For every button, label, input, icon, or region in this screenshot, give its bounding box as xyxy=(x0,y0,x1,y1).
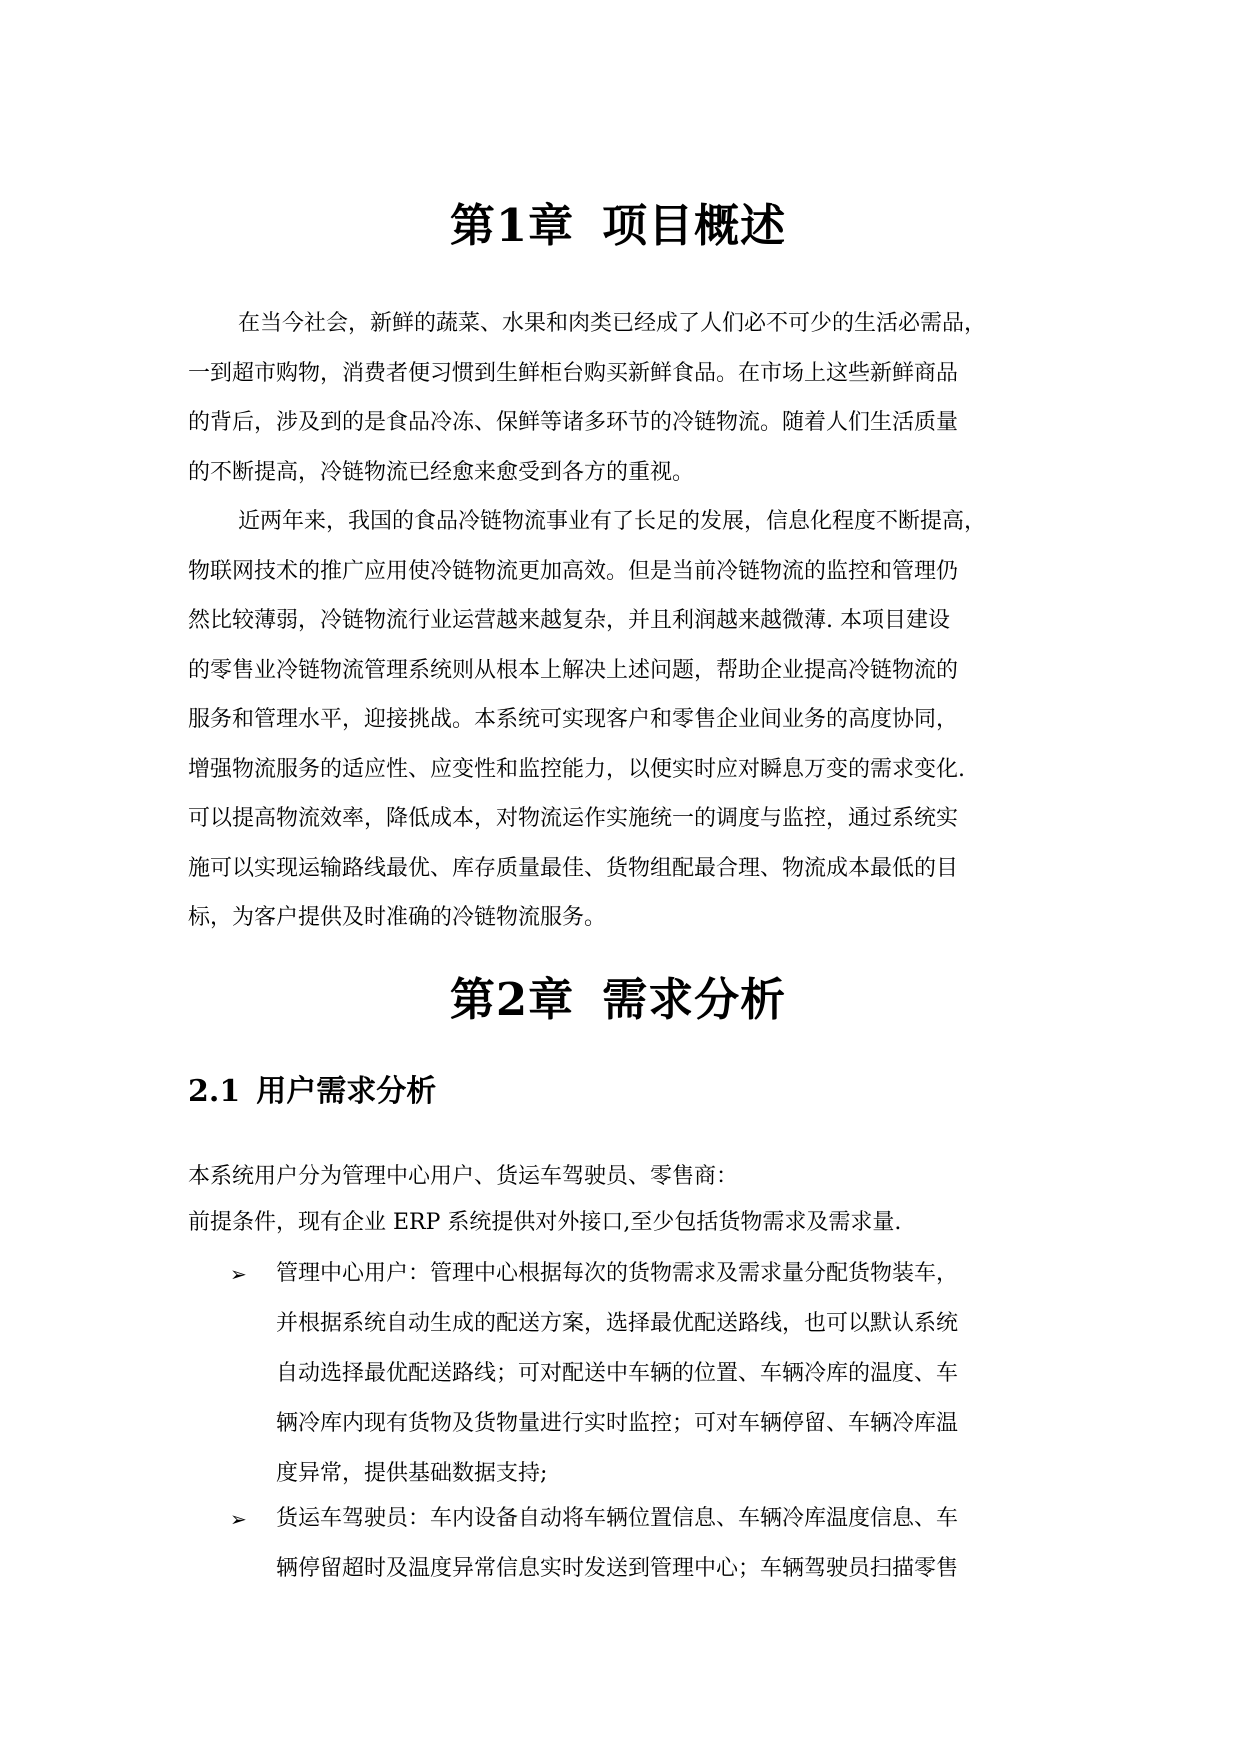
paragraph-line: 物联网技术的推广应用使冷链物流更加高效。但是当前冷链物流的监控和管理仍 xyxy=(188,558,959,584)
bullet-line: 管理中心用户：管理中心根据每次的货物需求及需求量分配货物装车， xyxy=(276,1261,959,1286)
chapter-1-label: 第1章 xyxy=(449,199,575,252)
bullet-line: 辆停留超时及温度异常信息实时发送到管理中心；车辆驾驶员扫描零售 xyxy=(276,1556,959,1581)
bullet-line: 货运车驾驶员：车内设备自动将车辆位置信息、车辆冷库温度信息、车 xyxy=(276,1506,959,1531)
arrow-bullet-icon: ➢ xyxy=(230,1262,247,1286)
section-intro: 本系统用户分为管理中心用户、货运车驾驶员、零售商： xyxy=(188,1164,739,1189)
bullet-item-management-center xyxy=(230,1249,1050,1499)
paragraph-line: 服务和管理水平，迎接挑战。本系统可实现客户和零售企业间业务的高度协同， xyxy=(188,707,959,732)
chapter-2-title: 需求分析 xyxy=(602,973,787,1026)
arrow-bullet-icon: ➢ xyxy=(230,1507,247,1531)
paragraph-line: 施可以实现运输路线最优、库存质量最佳、货物组配最合理、物流成本最低的目 xyxy=(188,855,959,881)
section-number: 2.1 xyxy=(188,1074,241,1109)
chapter-2-label: 第2章 xyxy=(449,973,575,1026)
chapter-1-heading xyxy=(188,196,1048,256)
paragraph-line: 然比较薄弱，冷链物流行业运营越来越复杂，并且利润越来越微薄. 本项目建设 xyxy=(188,608,950,633)
paragraph-line: 增强物流服务的适应性、应变性和监控能力，以便实时应对瞬息万变的需求变化. xyxy=(188,756,965,782)
chapter-1-title: 项目概述 xyxy=(602,199,787,252)
bullet-line: 自动选择最优配送路线；可对配送中车辆的位置、车辆冷库的温度、车 xyxy=(276,1361,959,1386)
paragraph-line: 的零售业冷链物流管理系统则从根本上解决上述问题，帮助企业提高冷链物流的 xyxy=(188,657,959,683)
bullet-line: 并根据系统自动生成的配送方案，选择最优配送路线，也可以默认系统 xyxy=(276,1311,959,1336)
chapter-1-paragraph-2 xyxy=(188,497,1048,943)
paragraph-line: 可以提高物流效率，降低成本，对物流运作实施统一的调度与监控，通过系统实 xyxy=(188,806,959,831)
section-title: 用户需求分析 xyxy=(256,1074,437,1109)
bullet-line: 辆冷库内现有货物及货物量进行实时监控；可对车辆停留、车辆冷库温 xyxy=(276,1411,959,1436)
paragraph-line: 的背后，涉及到的是食品冷冻、保鲜等诸多环节的冷链物流。随着人们生活质量 xyxy=(188,410,959,435)
paragraph-line: 在当今社会，新鲜的蔬菜、水果和肉类已经成了人们必不可少的生活必需品， xyxy=(238,311,987,336)
section-premise: 前提条件，现有企业 ERP 系统提供对外接口,至少包括货物需求及需求量. xyxy=(188,1210,902,1235)
bullet-item-truck-driver xyxy=(230,1494,1050,1594)
paragraph-line: 的不断提高，冷链物流已经愈来愈受到各方的重视。 xyxy=(188,459,695,485)
paragraph-line: 近两年来，我国的食品冷链物流事业有了长足的发展，信息化程度不断提高， xyxy=(238,509,987,534)
paragraph-line: 一到超市购物，消费者便习惯到生鲜柜台购买新鲜食品。在市场上这些新鲜商品 xyxy=(188,360,959,386)
chapter-2-heading xyxy=(188,970,1048,1030)
bullet-line: 度异常，提供基础数据支持; xyxy=(276,1461,548,1486)
chapter-1-paragraph-1 xyxy=(188,299,1048,497)
section-2-1-heading xyxy=(188,1070,436,1114)
paragraph-line: 标，为客户提供及时准确的冷链物流服务。 xyxy=(188,905,607,930)
